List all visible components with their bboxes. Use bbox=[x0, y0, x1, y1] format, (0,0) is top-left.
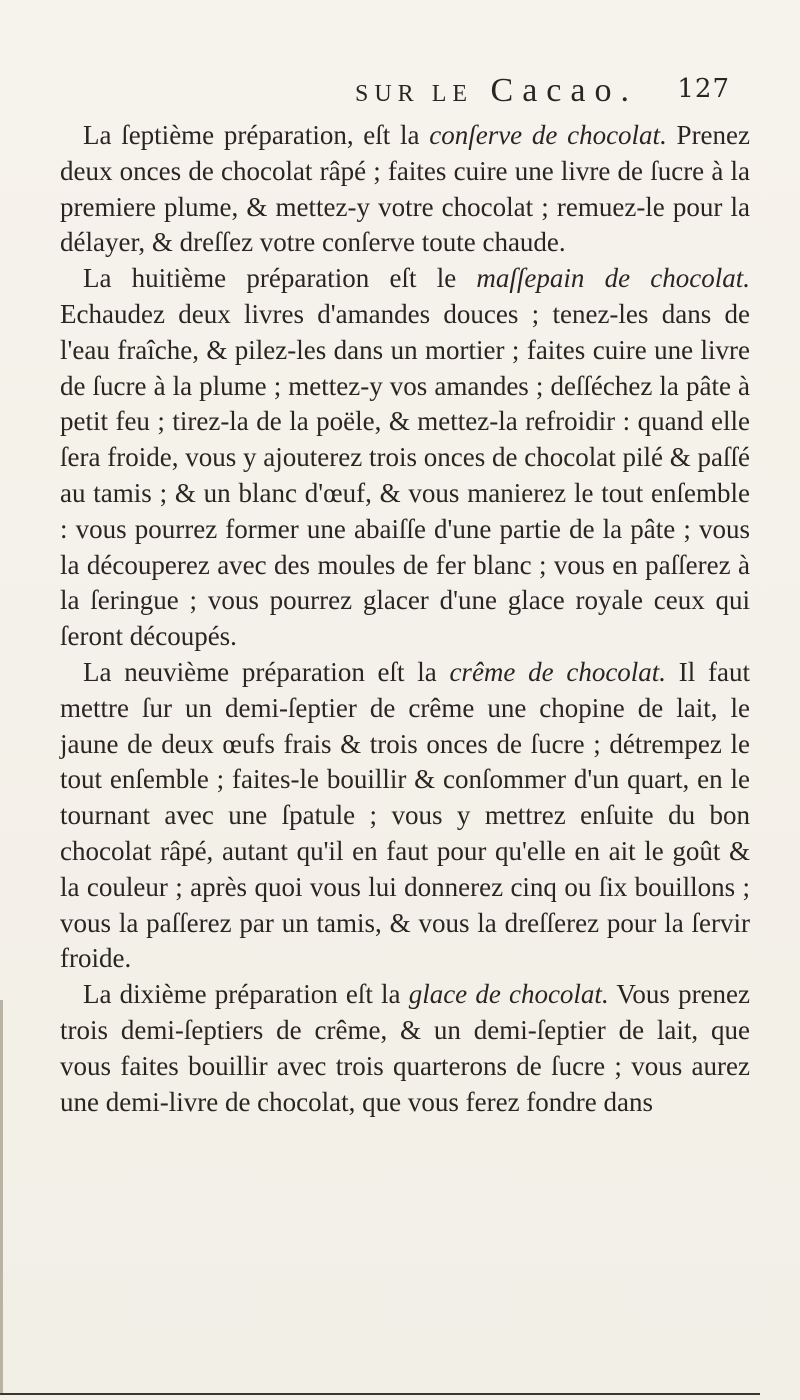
paragraph-text: La ſeptième préparation, eſt la bbox=[83, 120, 430, 150]
recipe-title: crême de chocolat. bbox=[449, 656, 667, 687]
paragraph-text: La huitième préparation eſt le bbox=[83, 263, 477, 294]
paragraph-creme bbox=[60, 655, 750, 977]
running-title-main: Cacao. bbox=[490, 72, 638, 109]
paragraph-text: La neuvième préparation eſt la bbox=[83, 656, 450, 687]
recipe-title: maſſepain de chocolat. bbox=[476, 263, 750, 294]
running-title bbox=[355, 72, 638, 110]
page-edge-shadow bbox=[0, 1000, 3, 1395]
page-number: 127 bbox=[677, 74, 730, 104]
paragraph-massepain bbox=[60, 261, 750, 655]
body-text bbox=[60, 118, 750, 1120]
recipe-title: conſerve de chocolat. bbox=[429, 120, 667, 150]
paragraph-text: Echaudez deux livres d'amandes douces ; tenez-les dans de l'eau fraîche, & pilez-les dans un mortier ; faites cuire une livre de ſucre à la plume ; mettez-y vos amandes ; deſſéchez la pâte à petit feu ; tirez-la de la poële, & mettez-la refroidir : quand elle ſera froide, vous y ajouterez trois onces de chocolat pilé & paſſé au tamis ; & un blanc d'œuf, & vous manierez le tout enſemble : vous pourrez former une abaiſſe d'une partie de la pâte ; vous la découperez avec des moules de fer blanc ; vous en paſſerez à la ſeringue ; vous pourrez glacer d'une glace royale ceux qui ſeront découpés. bbox=[60, 298, 750, 652]
running-header bbox=[90, 72, 730, 108]
running-title-prefix: SUR LE bbox=[355, 81, 474, 107]
recipe-title: glace de chocolat. bbox=[408, 979, 609, 1010]
paragraph-glace bbox=[60, 977, 750, 1120]
paragraph-text: Vous prenez trois demi-ſeptiers de crême, & un demi-ſeptier de lait, que vous faites bouillir avec trois quarterons de ſucre ; vous aurez une demi-livre de chocolat, que vous ferez fondre dans bbox=[60, 979, 751, 1117]
paragraph-text: Il faut mettre ſur un demi-ſeptier de crême une chopine de lait, le jaune de deux œufs frais & trois onces de ſucre ; détrempez le tout enſemble ; faites-le bouillir & conſommer d'un quart, en le tournant avec une ſpatule ; vous y mettrez enſuite du bon chocolat râpé, autant qu'il en faut pour qu'elle en ait le goût & la couleur ; après quoi vous lui donnerez cinq ou ſix bouillons ; vous la paſſerez par un tamis, & vous la dreſſerez pour la ſervir froide. bbox=[60, 656, 750, 974]
paragraph-text: Prenez deux onces de chocolat râpé ; faites cuire une livre de ſucre à la premiere plume, & mettez-y votre chocolat ; remuez-le pour la délayer, & dreſſez votre conſerve toute chaude. bbox=[60, 120, 751, 258]
bottom-rule bbox=[0, 1393, 760, 1395]
paragraph-text: La dixième préparation eſt la bbox=[83, 979, 409, 1010]
paragraph-conserve bbox=[60, 118, 750, 261]
